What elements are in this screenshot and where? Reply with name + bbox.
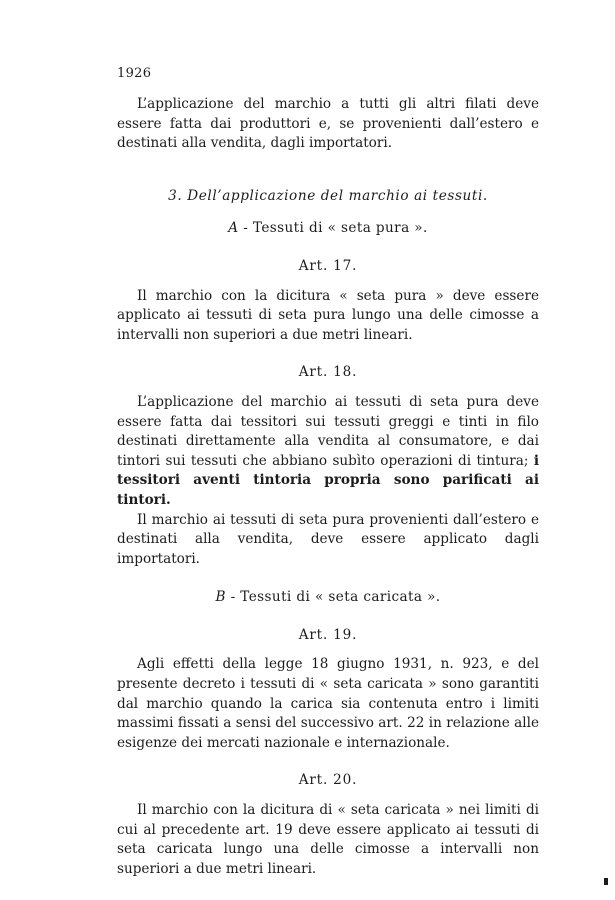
art18-text-1 [117,393,539,511]
subsection-a-text: - Tessuti di « seta pura ». [243,220,428,237]
art20-heading: Art. 20. [298,772,358,789]
page-body [117,95,539,879]
intro-paragraph: L’applicazione del marchio a tutti gli altri filati deve essere fatta dai produttori e, se provenienti dall’estero e destinati alla vendita, dagli importatori. [117,96,539,152]
subsection-b-letter: B [215,589,226,606]
art17-text: Il marchio con la dicitura « seta pura » deve essere applicato ai tessuti di seta pura lungo una delle cimosse a intervalli non superiori a due metri lineari. [117,287,539,343]
art18-text-2: Il marchio ai tessuti di seta pura provenienti dall’estero e destinati alla vendita, deve essere applicato dagli importatori. [117,511,539,567]
page-number: 1926 [117,66,152,81]
section-title: 3. Dell’applicazione del marchio ai tessuti. [168,187,488,204]
subsection-b-title [117,588,539,608]
art19-text: Agli effetti della legge 18 giugno 1931, n. 923, e del presente decreto i tessuti di « seta caricata » sono garantiti dal marchio quando la carica sia contenuta entro i limiti massimi fissati a sensi del successivo art. 22 in relazione alle esigenze dei mercati nazionale e internazionale. [117,656,539,751]
art18-heading: Art. 18. [298,364,358,381]
art19-heading: Art. 19. [298,626,358,643]
scan-edge-mark [604,878,608,885]
subsection-a-title [117,219,539,239]
art18-text-1-regular: L’applicazione del marchio ai tessuti di seta pura deve essere fatta dai tessitori sui tessuti greggi e tinti in filo destinati direttamente alla vendita al consumatore, e dai tintori sui tessuti che abbiano subìto operazioni di tintura; [117,393,539,469]
subsection-b-text: - Tessuti di « seta caricata ». [230,589,441,606]
art17-heading: Art. 17. [298,257,358,274]
art18-text-1-bold: i tessitori aventi tintoria propria sono parificati ai tintori. [117,452,539,508]
art20-text: Il marchio con la dicitura di « seta caricata » nei limiti di cui al precedente art. 19 deve essere applicato ai tessuti di seta caricata lungo una delle cimosse a intervalli non superiori a due metri lineari. [117,802,539,877]
subsection-a-letter: A [228,220,239,237]
